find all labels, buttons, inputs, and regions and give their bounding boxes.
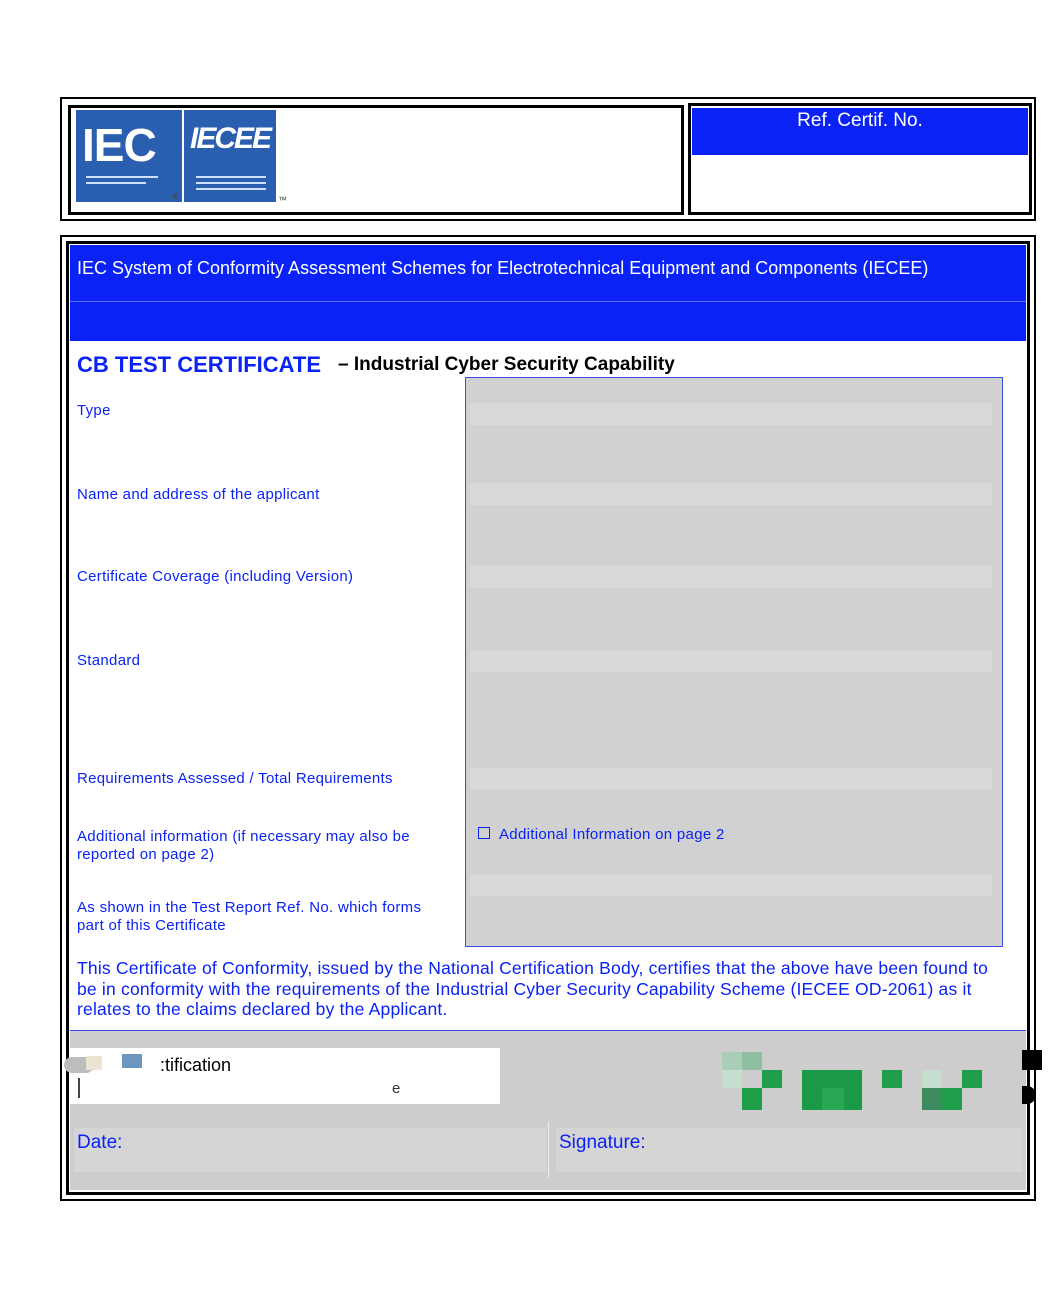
- stamp-pixel: [882, 1070, 902, 1088]
- conformity-statement: This Certificate of Conformity, issued by the National Certification Body, certifies that the above have been found to be in conformity with the requirements of the Industrial Cyber Security Capability Scheme (IECEE OD-2061) as it relates to the claims declared by the Applicant.: [77, 958, 989, 1019]
- iec-logo-text: IEC: [82, 119, 156, 171]
- footer-column-divider: [548, 1122, 549, 1178]
- stamp-pixel: [922, 1070, 942, 1088]
- signature-area-divider: [70, 1030, 1026, 1031]
- stamp-pixel: [762, 1070, 782, 1088]
- coverage-field[interactable]: [470, 566, 992, 588]
- registered-mark-icon: ®: [172, 192, 179, 202]
- date-field[interactable]: [74, 1128, 546, 1172]
- stamp-pixel: [822, 1088, 844, 1110]
- iecee-logo-text: IECEE: [190, 122, 271, 155]
- certificate-title: CB TEST CERTIFICATE: [77, 352, 322, 377]
- stamp-pixel: [962, 1070, 982, 1088]
- ref-certif-label: Ref. Certif. No.: [797, 110, 923, 131]
- trademark-icon: ™: [278, 195, 287, 205]
- stamp-pixel: [722, 1052, 742, 1070]
- requirements-field[interactable]: [470, 768, 992, 790]
- ncb-address-partial: e: [392, 1080, 401, 1097]
- redacted-ncb-chip: [122, 1054, 142, 1068]
- iecee-logo-line: [196, 188, 266, 190]
- scheme-title: IEC System of Conformity Assessment Schemes for Electrotechnical Equipment and Components (IECEE): [77, 258, 929, 278]
- redacted-ncb-chip: [86, 1056, 102, 1070]
- stamp-pixel: [942, 1088, 962, 1110]
- field-label-additional-info: Additional information (if necessary may also be reported on page 2): [77, 828, 410, 863]
- ncb-address-mark: [78, 1078, 80, 1098]
- field-label-type: Type: [77, 402, 111, 419]
- stamp-pixel: [742, 1052, 762, 1070]
- type-field[interactable]: [470, 403, 992, 425]
- field-label-coverage: Certificate Coverage (including Version): [77, 568, 354, 585]
- date-label: Date:: [77, 1132, 123, 1153]
- field-label-requirements: Requirements Assessed / Total Requirements: [77, 770, 393, 787]
- edge-registration-mark: [1022, 1050, 1042, 1070]
- stamp-pixel: [742, 1088, 762, 1110]
- iecee-logo-line: [196, 176, 266, 178]
- standard-field[interactable]: [470, 650, 992, 672]
- iecee-logo-line: [196, 182, 266, 184]
- stamp-pixel: [722, 1070, 742, 1088]
- certificate-subtitle: – Industrial Cyber Security Capability: [338, 354, 675, 375]
- applicant-field[interactable]: [470, 483, 992, 505]
- field-label-standard: Standard: [77, 652, 141, 669]
- iec-logo-line: [86, 176, 158, 178]
- test-report-field[interactable]: [470, 874, 992, 896]
- iec-logo-line: [86, 182, 146, 184]
- ncb-name-partial: :tification: [160, 1055, 232, 1075]
- signature-label: Signature:: [559, 1132, 646, 1153]
- field-label-test-report: As shown in the Test Report Ref. No. which forms part of this Certificate: [77, 899, 422, 934]
- field-label-applicant: Name and address of the applicant: [77, 486, 320, 503]
- stamp-pixel: [922, 1088, 942, 1110]
- scheme-band-divider: [70, 301, 1026, 302]
- additional-info-checkbox-label: Additional Information on page 2: [499, 826, 725, 843]
- additional-info-checkbox[interactable]: [478, 827, 490, 839]
